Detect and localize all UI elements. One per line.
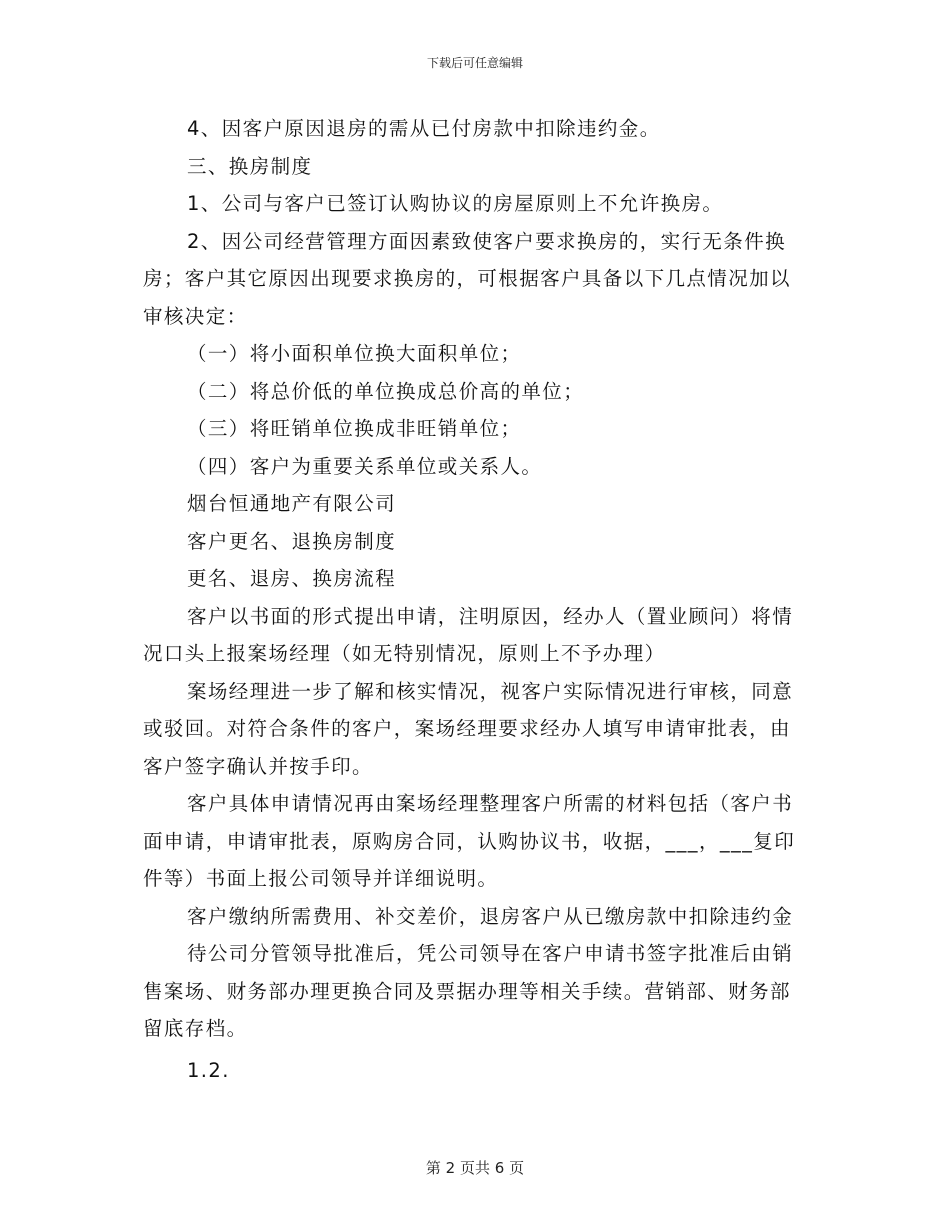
list-item-2: （二）将总价低的单位换成总价高的单位； xyxy=(187,379,585,403)
list-item-1: （一）将小面积单位换大面积单位； xyxy=(187,342,522,365)
page-header: 下载后可任意编辑 xyxy=(426,56,523,70)
paragraph-materials: 客户具体申请情况再由案场经理整理客户所需的材料包括（客户书面申请，申请审批表，原购房合同，认购协议书，收据，___，___复印件等）书面上报公司领导并详细说明。 xyxy=(143,792,796,890)
paragraph-exchange-rule-2: 2、因公司经营管理方面因素致使客户要求换房的，实行无条件换房；客户其它原因出现要求换房的，可根据客户具备以下几点情况加以审核决定： xyxy=(143,229,791,328)
paragraph-fees: 客户缴纳所需费用、补交差价，退房客户从已缴房款中扣除违约金 xyxy=(187,904,794,928)
page-footer: 第 2 页共 6 页 xyxy=(425,1159,525,1177)
list-item-4: （四）客户为重要关系单位或关系人。 xyxy=(187,454,543,478)
section-number: 1.2. xyxy=(187,1058,230,1082)
paragraph-refund-penalty: 4、因客户原因退房的需从已付房款中扣除违约金。 xyxy=(187,117,661,140)
paragraph-exchange-rule-1: 1、公司与客户已签订认购协议的房屋原则上不允许换房。 xyxy=(187,192,724,215)
paragraph-approval: 待公司分管领导批准后，凭公司领导在客户申请书签字批准后由销售案场、财务部办理更换合同及票据办理等相关手续。营销部、财务部留底存档。 xyxy=(143,942,794,1040)
list-item-3: （三）将旺销单位换成非旺销单位； xyxy=(187,417,522,440)
company-name: 烟台恒通地产有限公司 xyxy=(187,492,397,515)
section-heading-exchange: 三、换房制度 xyxy=(187,154,313,178)
document-body xyxy=(143,110,803,1089)
process-title: 更名、退房、换房流程 xyxy=(187,567,397,590)
document-title: 客户更名、退换房制度 xyxy=(187,529,397,553)
paragraph-application: 客户以书面的形式提出申请，注明原因，经办人（置业顾问）将情况口头上报案场经理（如无特别情况，原则上不予办理） xyxy=(143,604,794,665)
paragraph-review: 案场经理进一步了解和核实情况，视客户实际情况进行审核，同意或驳回。对符合条件的客户，案场经理要求经办人填写申请审批表，由客户签字确认并按手印。 xyxy=(143,679,794,778)
